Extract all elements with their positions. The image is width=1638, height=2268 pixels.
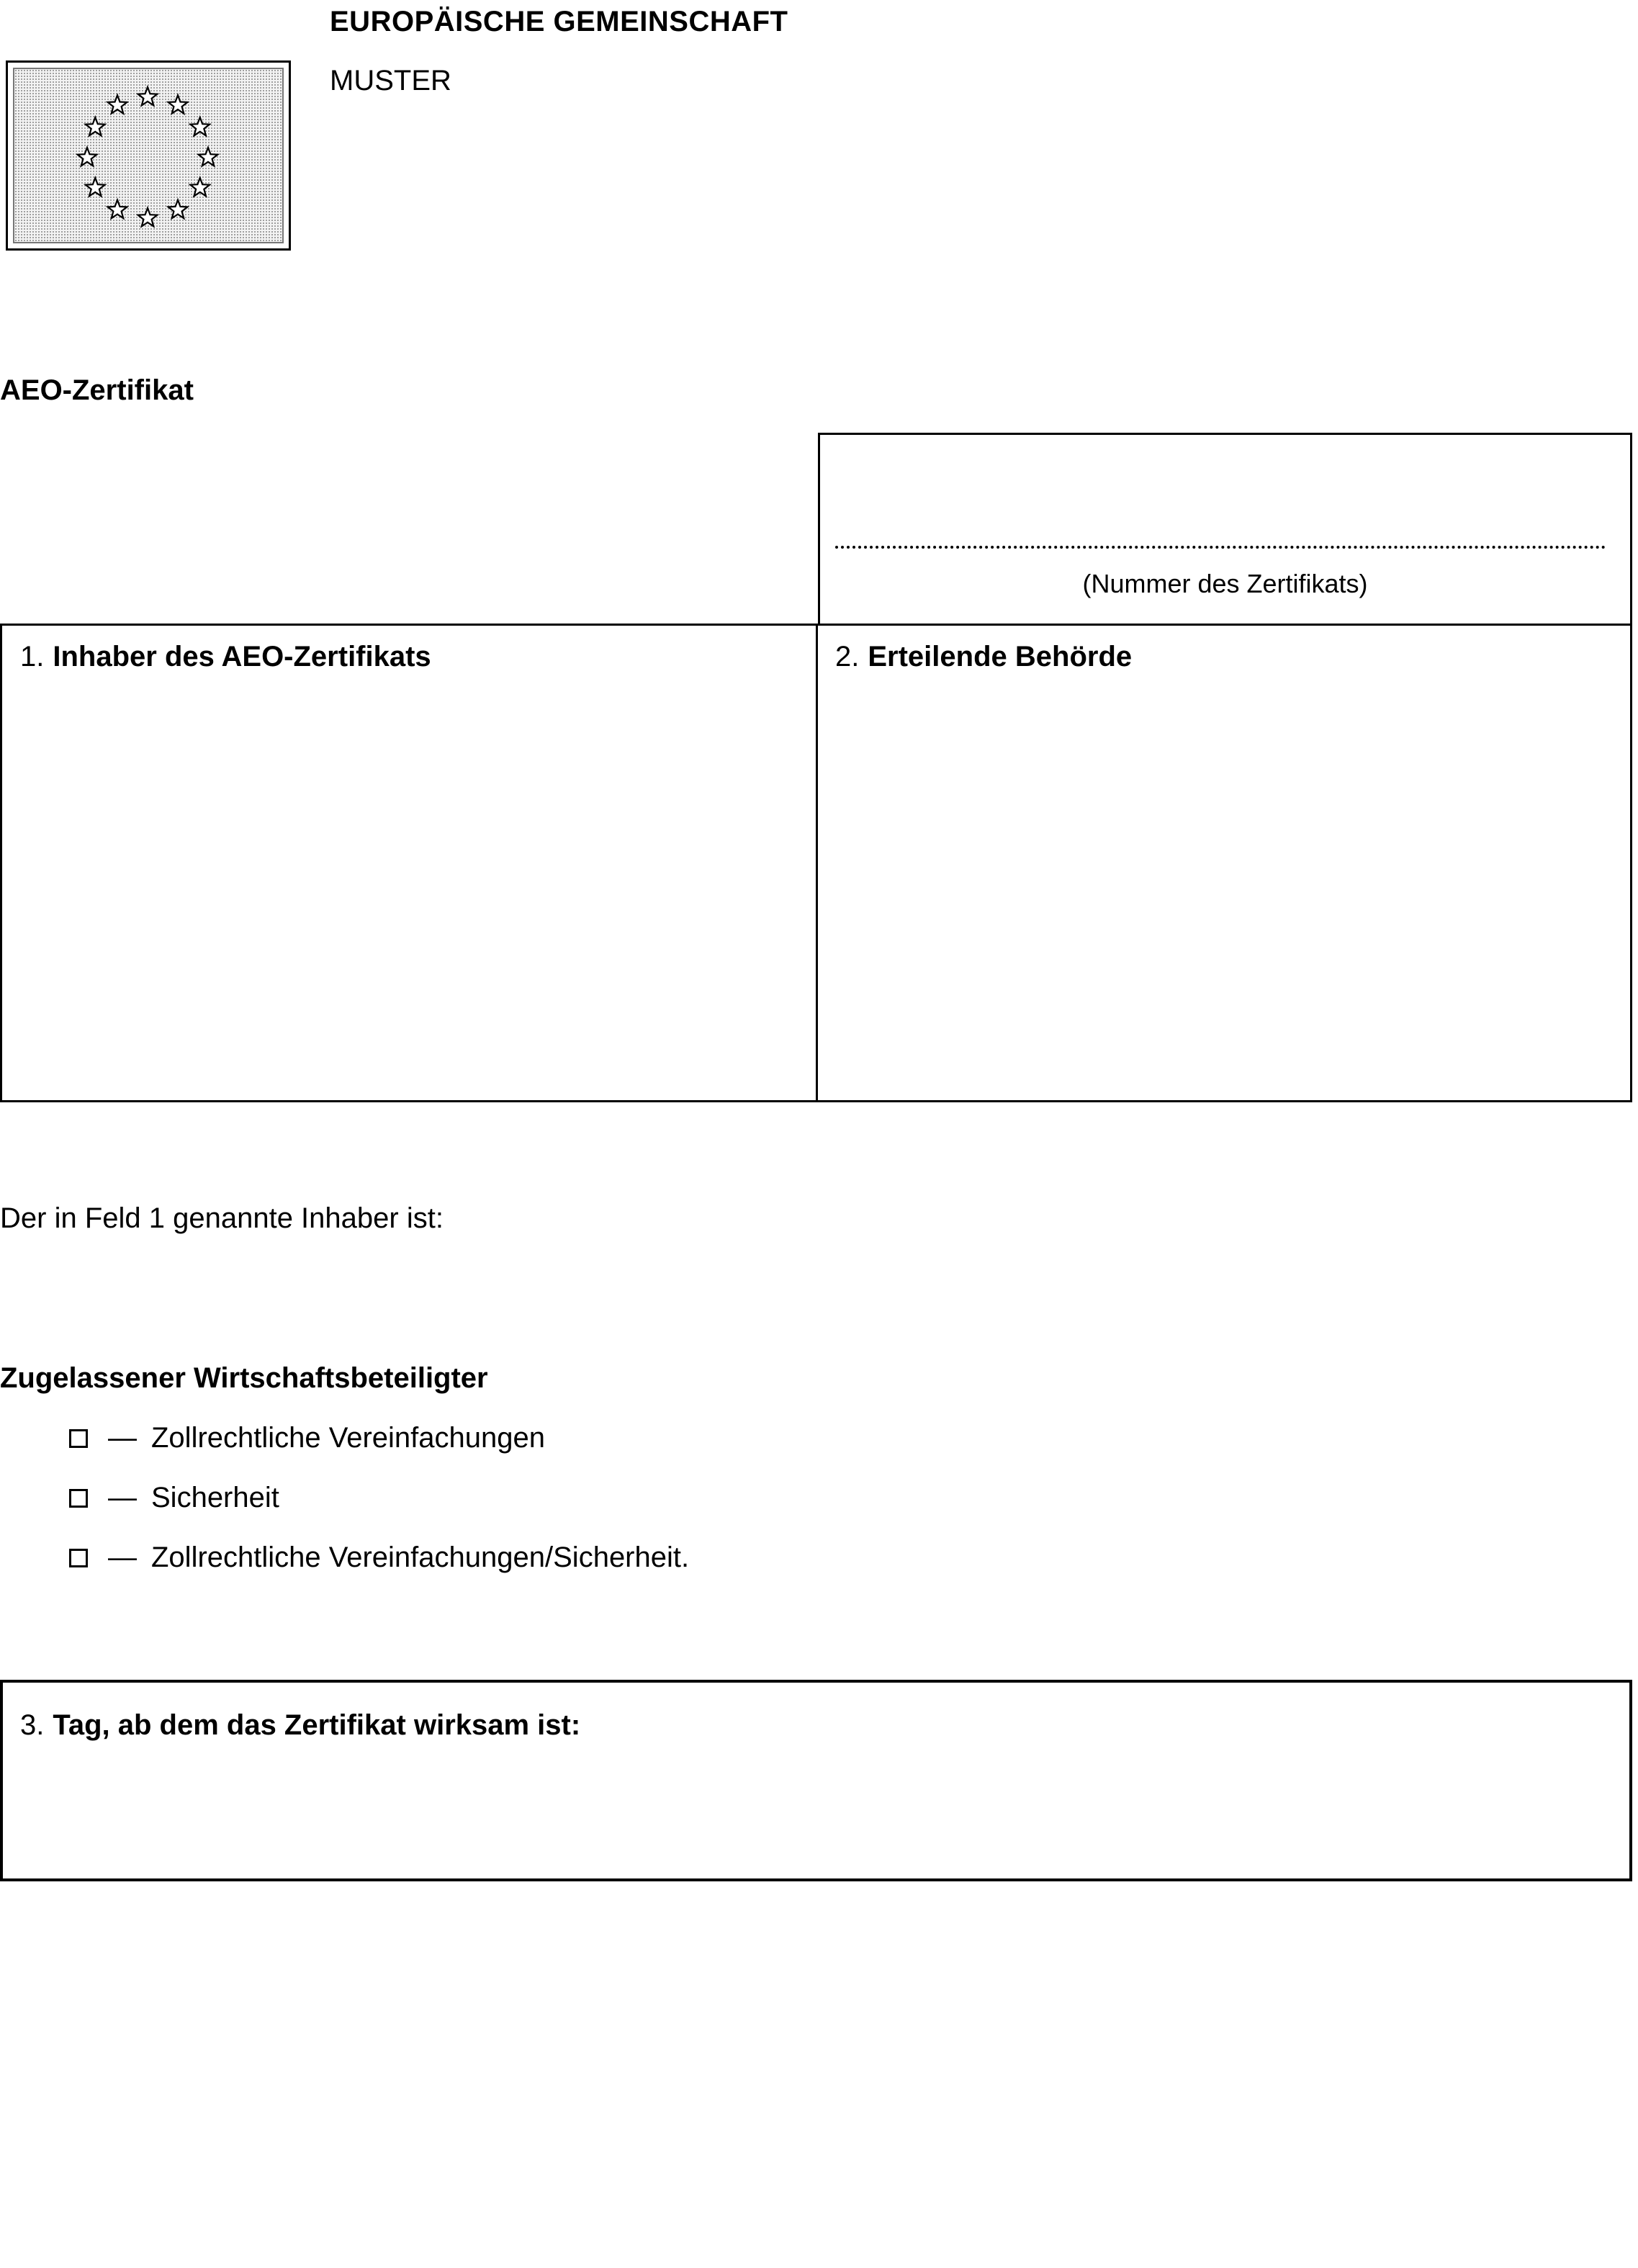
certificate-number-line [835,546,1606,549]
star-icon [138,87,158,105]
option-label: Sicherheit [151,1482,279,1513]
option-dash: — [108,1482,137,1513]
star-icon [199,148,218,166]
holder-statement: Der in Feld 1 genannte Inhaber ist: [0,1202,444,1234]
organization-title: EUROPÄISCHE GEMEINSCHAFT [330,6,788,37]
field-3-label [20,1709,580,1742]
star-icon [86,178,105,196]
certificate-number-caption: (Nummer des Zertifikats) [1082,569,1368,598]
option-customs-simplifications [69,1422,545,1454]
checkbox-customs-simplifications[interactable] [69,1429,88,1448]
checkbox-simplifications-security[interactable] [69,1549,88,1567]
star-icon [138,208,158,226]
field-2-title: Erteilende Behörde [868,641,1133,672]
field-2-label [835,641,1132,673]
option-label: Zollrechtliche Vereinfachungen [151,1422,546,1454]
eu-flag-icon [6,60,291,251]
star-icon [108,95,127,113]
aeo-status-heading: Zugelassener Wirtschaftsbeteiligter [0,1362,488,1394]
option-label: Zollrechtliche Vereinfachungen/Sicherheit. [151,1542,690,1573]
fields-divider [816,624,818,1102]
field-2-number: 2. [835,641,860,672]
option-simplifications-security [69,1542,689,1574]
checkbox-security[interactable] [69,1489,88,1508]
star-icon [190,117,210,135]
field-3-title: Tag, ab dem das Zertifikat wirksam ist: [53,1709,581,1741]
field-1-label [20,641,431,673]
star-icon [108,200,127,218]
option-dash: — [108,1542,137,1573]
star-icon [86,117,105,135]
star-icon [168,95,188,113]
field-3-number: 3. [20,1709,45,1741]
option-dash: — [108,1422,137,1454]
field-1-number: 1. [20,641,45,672]
document-title: AEO-Zertifikat [0,374,194,406]
option-security [69,1482,279,1514]
star-icon [168,200,188,218]
field-1-title: Inhaber des AEO-Zertifikats [53,641,431,672]
star-icon [78,148,97,166]
star-icon [190,178,210,196]
specimen-label: MUSTER [330,65,451,96]
